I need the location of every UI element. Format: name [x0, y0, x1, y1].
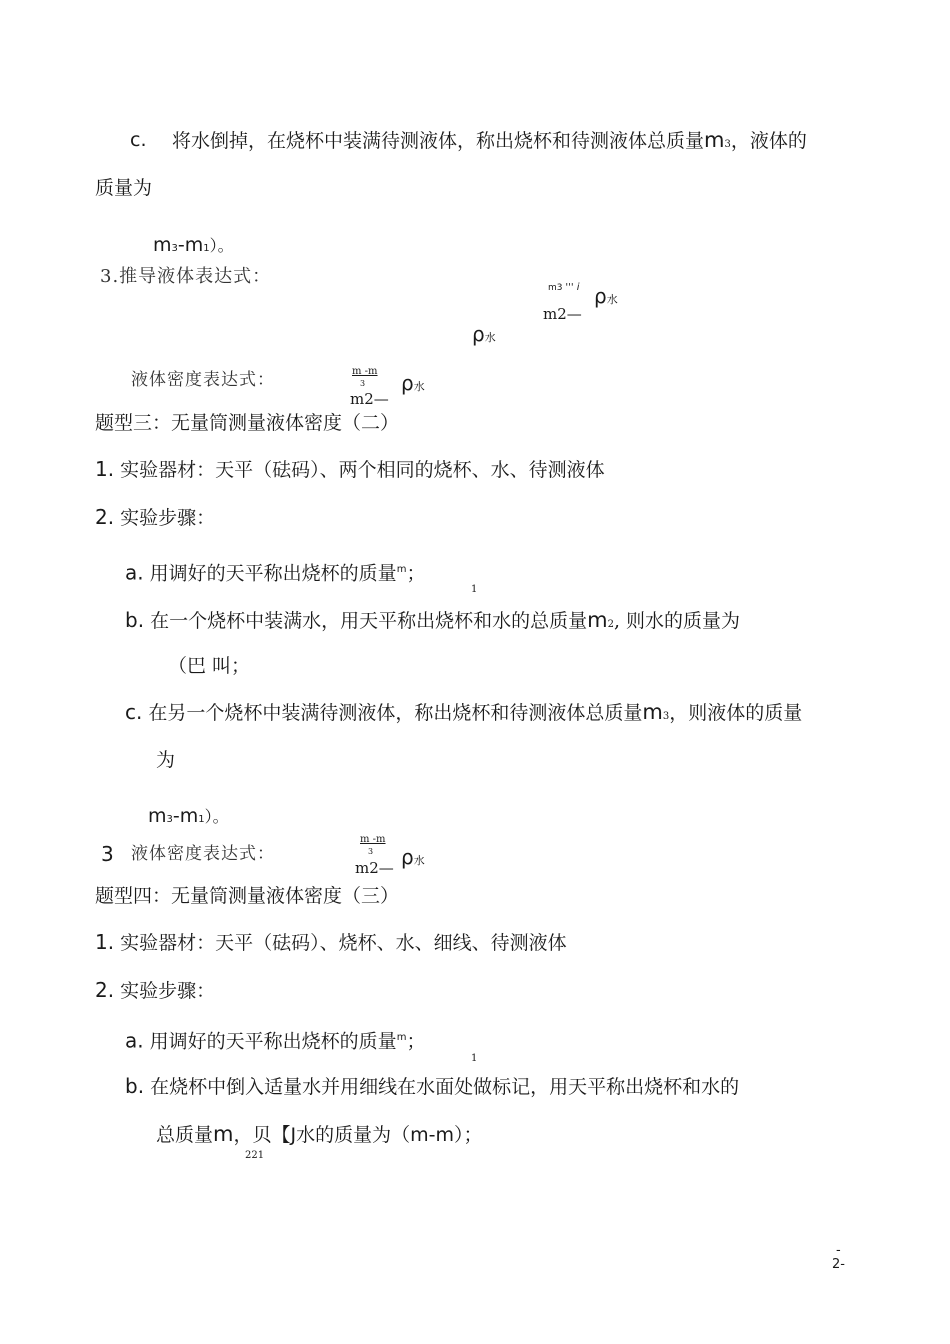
type3-item2: 2. 实验步骤： — [95, 505, 216, 529]
density1-frac-numerator: m -m 3 — [352, 366, 378, 388]
derive-rho: ρ水 — [594, 284, 618, 308]
type3-density-label: 液体密度表达式： — [131, 844, 275, 864]
type4-step-a-sub: 1 — [471, 1053, 478, 1064]
step-c-mass-sub: 3 — [724, 139, 731, 150]
density1-frac-denominator: m2— — [350, 390, 389, 408]
type3-step-a: a. 用调好的天平称出烧杯的质量$^m$； — [125, 560, 426, 585]
step-c-formula: m3-m1）。 — [153, 234, 234, 256]
type3-frac-numerator: m -m 3 — [360, 834, 386, 856]
type3-heading: 题型三：无量筒测量液体密度（二） — [95, 412, 400, 434]
density1-rho: ρ水 — [401, 371, 425, 395]
type3-step-c: c. 在另一个烧杯中装满待测液体，称出烧杯和待测液体总质量m3，则液体的质量 — [125, 700, 803, 724]
step-c-tail: ，液体的 — [730, 130, 807, 152]
type4-step-a: a. 用调好的天平称出烧杯的质量$^m$； — [125, 1028, 426, 1053]
type3-step-c-formula: m3-m1）。 — [148, 805, 229, 827]
type3-step-b: b. 在一个烧杯中装满水，用天平称出烧杯和水的总质量m2, 则水的质量为 — [125, 608, 741, 632]
type4-item1: 1. 实验器材：天平（砝码）、烧杯、水、细线、待测液体 — [95, 930, 567, 954]
density1-label: 液体密度表达式： — [131, 370, 275, 390]
type4-heading: 题型四：无量筒测量液体密度（三） — [95, 885, 400, 907]
type4-step-b-sub: 221 — [245, 1150, 265, 1161]
type3-step-b-line2: （巴 叫； — [168, 655, 251, 677]
type3-frac-denominator: m2— — [355, 859, 394, 877]
step-c-marker: c. — [130, 129, 147, 151]
type3-step-c-line2: 为 — [156, 749, 176, 771]
step-c-line2: 质量为 — [95, 177, 153, 199]
type3-step-a-sub: 1 — [471, 584, 478, 595]
type3-rho: ρ水 — [401, 845, 425, 869]
step-c-line1 — [172, 128, 807, 157]
derive-rho-second: ρ水 — [472, 322, 496, 346]
page-number: 2- — [832, 1257, 845, 1272]
type4-item2: 2. 实验步骤： — [95, 978, 216, 1002]
type4-step-b: b. 在烧杯中倒入适量水并用细线在水面处做标记，用天平称出烧杯和水的 — [125, 1074, 740, 1098]
page-dash: - — [836, 1243, 841, 1258]
derive-label: 3.推导液体表达式： — [100, 266, 272, 287]
step-c-mass: m — [704, 128, 725, 152]
derive-frac-denominator: m2— — [543, 305, 582, 323]
type3-density-number: 3 — [101, 842, 114, 866]
type4-step-b-line2: 总质量m，贝【J水的质量为（m-m）； — [156, 1122, 483, 1146]
derive-frac-numerator: m3 ''' i — [548, 282, 580, 293]
type3-item1: 1. 实验器材：天平（砝码）、两个相同的烧杯、水、待测液体 — [95, 457, 605, 481]
step-c-text: 将水倒掉，在烧杯中装满待测液体，称出烧杯和待测液体总质量 — [172, 130, 705, 152]
